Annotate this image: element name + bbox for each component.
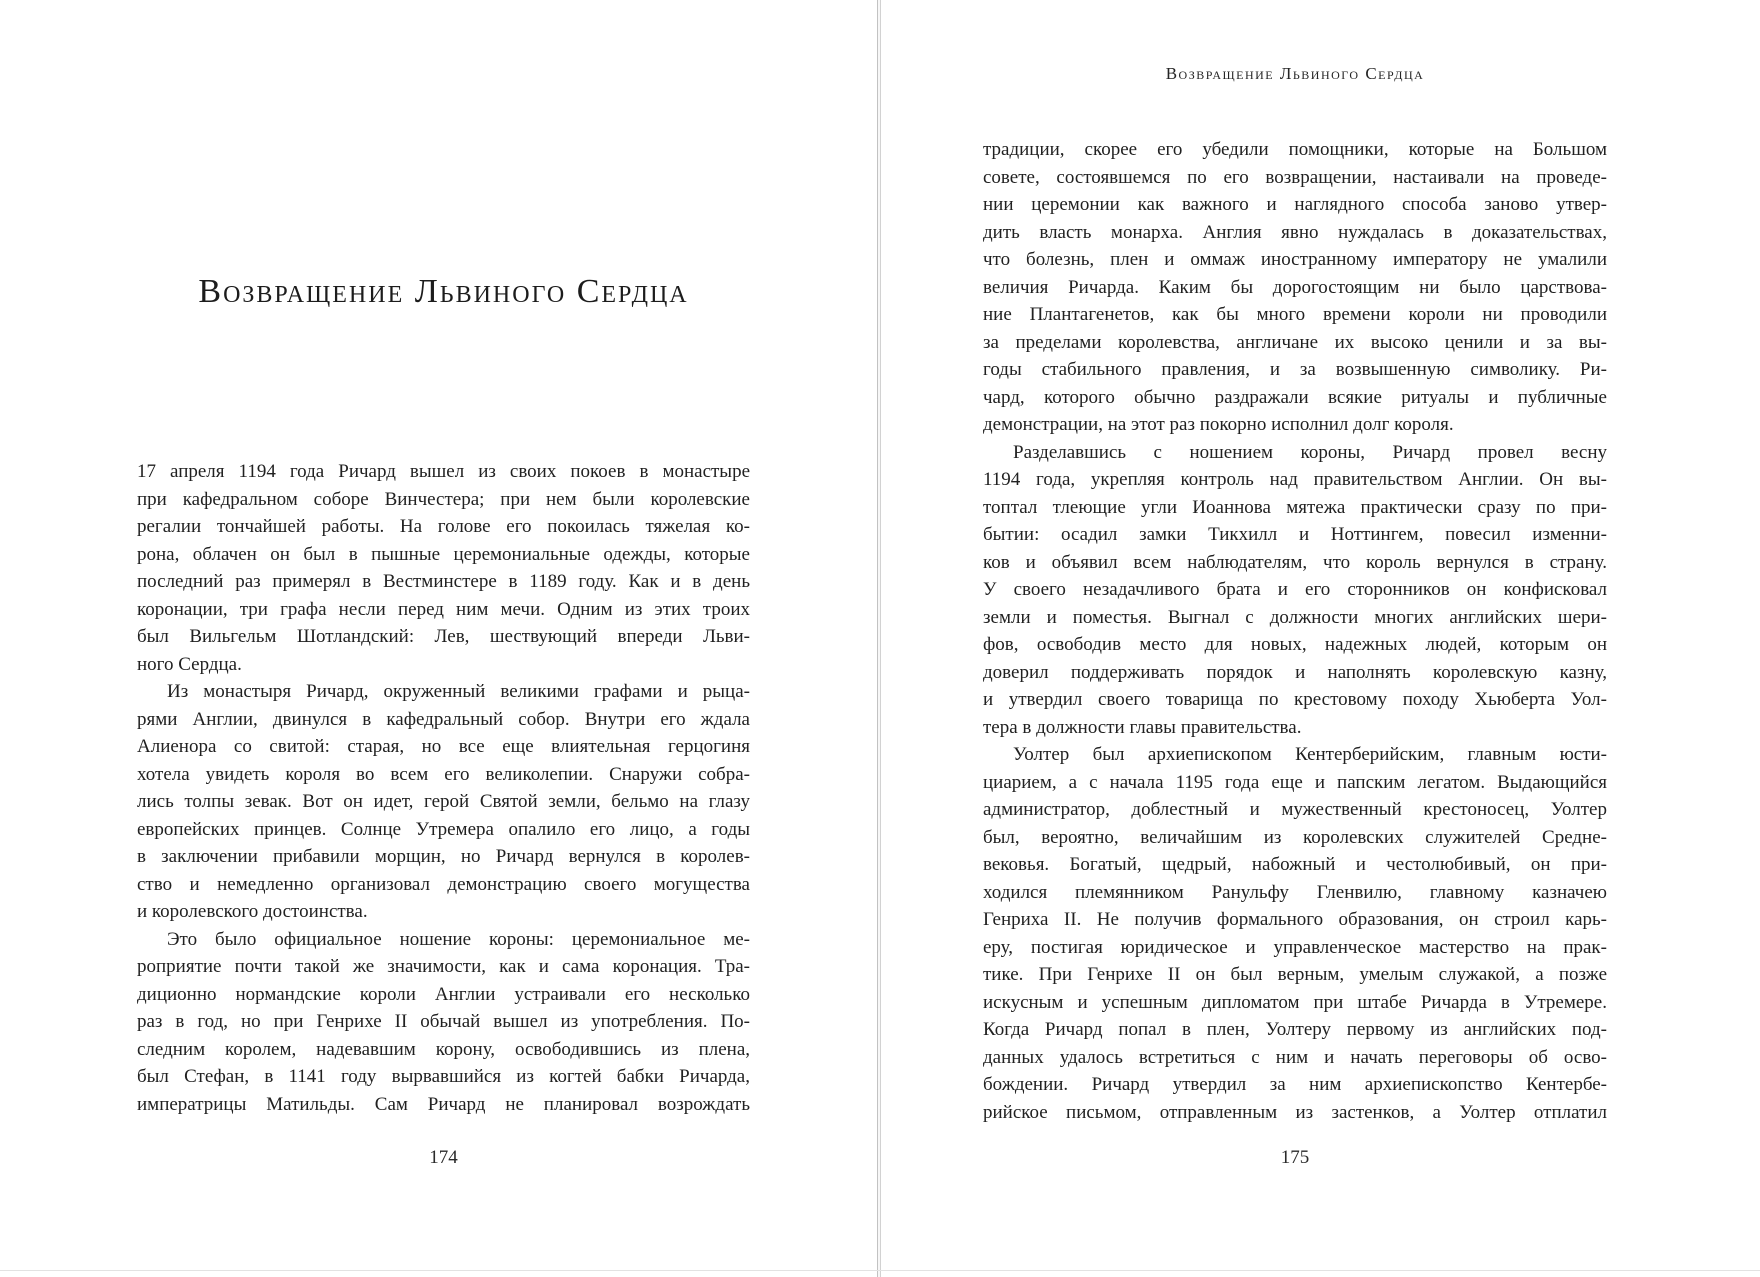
text-line: роприятие почти такой же значимости, как и сама коронация. Тра- [137, 956, 750, 977]
text-line: рями Англии, двинулся в кафедральный собор. Внутри его ждала [137, 708, 750, 730]
text-line: ходился племянником Ранульфу Гленвилю, главному казначею [983, 881, 1607, 903]
page-gutter-divider [877, 0, 881, 1277]
text-line: при кафедральном соборе Винчестера; при нем были королевские [137, 488, 750, 510]
text-line: в заключении прибавили морщин, но Ричард вернулся в королев- [137, 846, 750, 867]
text-line: топтал тлеющие угли Иоаннова мятежа практически сразу по при- [983, 496, 1607, 518]
text-line: коронации, три графа несли перед ним мечи. Одним из этих троих [137, 598, 750, 620]
text-line: еру, постигая юридическое и управленческое мастерство на прак- [983, 936, 1607, 958]
text-line: и королевского достоинства. [137, 901, 368, 922]
text-line: величия Ричарда. Каким бы дорогостоящим ни было царствова- [983, 276, 1607, 298]
text-line: тике. При Генрихе II он был верным, умелым служакой, а позже [983, 964, 1607, 985]
paragraph [137, 678, 750, 926]
text-line: традиции, скорее его убедили помощники, которые на Большом [983, 139, 1607, 160]
text-line: европейских принцев. Солнце Утремера опалило его лицо, а годы [137, 818, 750, 840]
page-body-left [137, 458, 750, 1118]
chapter-title: Возвращение Львиного Сердца [198, 273, 689, 310]
text-line: раз в год, но при Генрихе II обычай вышел из употребления. По- [137, 1011, 750, 1032]
text-line: Когда Ричард попал в плен, Уолтеру первому из английских под- [983, 1019, 1607, 1040]
text-line: следним королем, надевавшим корону, освободившись из плена, [137, 1038, 750, 1060]
paragraph [137, 458, 750, 678]
text-line: администратор, доблестный и мужественный крестоносец, Уолтер [983, 799, 1607, 820]
text-line: искусным и успешным дипломатом при штабе Ричарда в Утремере. [983, 991, 1607, 1013]
text-line: Это было официальное ношение короны: церемониальное ме- [167, 928, 750, 950]
text-line: У своего незадачливого брата и его сторонников он конфисковал [983, 579, 1607, 600]
text-line: был Вильгельм Шотландский: Лев, шествующий впереди Льви- [137, 626, 750, 647]
text-line: рона, облачен он был в пышные церемониальные одежды, которые [137, 543, 750, 565]
text-line: последний раз примерял в Вестминстере в 1189 году. Как и в день [137, 571, 750, 592]
text-line: ного Сердца. [137, 653, 242, 675]
text-line: Генриха II. Не получив формального образования, он строил карь- [983, 909, 1607, 930]
text-line: ние Плантагенетов, как бы много времени короли ни проводили [983, 304, 1607, 325]
text-line: доверил поддерживать порядок и наполнять королевскую казну, [983, 661, 1607, 683]
page-right [983, 0, 1607, 1277]
text-line: 1194 года, укрепляя контроль над правительством Англии. Он вы- [983, 469, 1607, 490]
text-line: дить власть монарха. Англия явно нуждалась в доказательствах, [983, 221, 1607, 243]
text-line: вековья. Богатый, щедрый, набожный и честолюбивый, он при- [983, 854, 1607, 875]
page-number: 175 [1280, 1147, 1310, 1168]
page-body-right [983, 136, 1607, 1126]
text-line: и утвердил своего товарища по крестовому походу Хьюберта Уол- [983, 689, 1607, 710]
text-line: ков и объявил всем наблюдателям, что король вернулся в страну. [983, 551, 1607, 573]
paragraph [983, 439, 1607, 742]
page-number: 174 [429, 1147, 458, 1168]
text-line: земли и поместья. Выгнал с должности многих английских шери- [983, 606, 1607, 628]
text-line: данных удалось встретиться с ним и начать переговоры об осво- [983, 1046, 1607, 1068]
text-line: демонстрации, на этот раз покорно исполнил долг короля. [983, 414, 1454, 435]
paragraph [983, 136, 1607, 439]
text-line: был Стефан, в 1141 году вырвавшийся из когтей бабки Ричарда, [137, 1066, 750, 1087]
running-header: Возвращение Львиного Сердца [1165, 64, 1425, 83]
text-line: бытии: осадил замки Тикхилл и Ноттингем, повесил изменни- [983, 524, 1607, 545]
text-line: хотела увидеть короля во всем его великолепии. Снаружи собра- [137, 763, 750, 785]
paragraph [137, 926, 750, 1119]
text-line: Алиенора со свитой: старая, но все еще влиятельная герцогиня [137, 736, 750, 757]
text-line: нии церемонии как важного и наглядного способа заново утвер- [983, 194, 1607, 215]
text-line: рийское письмом, отправленным из застенков, а Уолтер отплатил [983, 1101, 1607, 1123]
text-line: был, вероятно, величайшим из королевских служителей Средне- [983, 826, 1607, 848]
text-line: императрицы Матильды. Сам Ричард не планировал возрождать [137, 1093, 750, 1115]
text-line: что болезнь, плен и оммаж иностранному императору не умалили [983, 249, 1607, 270]
text-line: ство и немедленно организовал демонстрацию своего могущества [137, 873, 750, 895]
text-line: лись толпы зевак. Вот он идет, герой Святой земли, бельмо на глазу [137, 791, 750, 812]
text-line: Из монастыря Ричард, окруженный великими графами и рыца- [167, 681, 750, 702]
text-line: 17 апреля 1194 года Ричард вышел из своих покоев в монастыре [137, 461, 750, 482]
text-line: циарием, а с начала 1195 года еще и папским легатом. Выдающийся [983, 771, 1607, 793]
text-line: за пределами королевства, англичане их высоко ценили и за вы- [983, 331, 1607, 353]
text-line: диционно нормандские короли Англии устраивали его несколько [137, 983, 750, 1005]
text-line: бождении. Ричард утвердил за ним архиепископство Кентербе- [983, 1074, 1607, 1095]
paragraph [983, 741, 1607, 1126]
text-line: совете, состоявшемся по его возвращении, настаивали на проведе- [983, 166, 1607, 188]
text-line: Разделавшись с ношением короны, Ричард провел весну [1013, 441, 1607, 463]
text-line: тера в должности главы правительства. [983, 716, 1302, 738]
text-line: фов, освободив место для новых, надежных людей, которым он [983, 634, 1607, 655]
text-line: регалии тончайшей работы. На голове его покоилась тяжелая ко- [137, 516, 750, 537]
text-line: годы стабильного правления, и за возвышенную символику. Ри- [983, 359, 1607, 380]
text-line: Уолтер был архиепископом Кентерберийским, главным юсти- [1013, 744, 1607, 765]
page-left [137, 0, 750, 1277]
viewer-bottom-border [0, 1270, 1760, 1271]
text-line: чард, которого обычно раздражали всякие ритуалы и публичные [983, 386, 1607, 408]
